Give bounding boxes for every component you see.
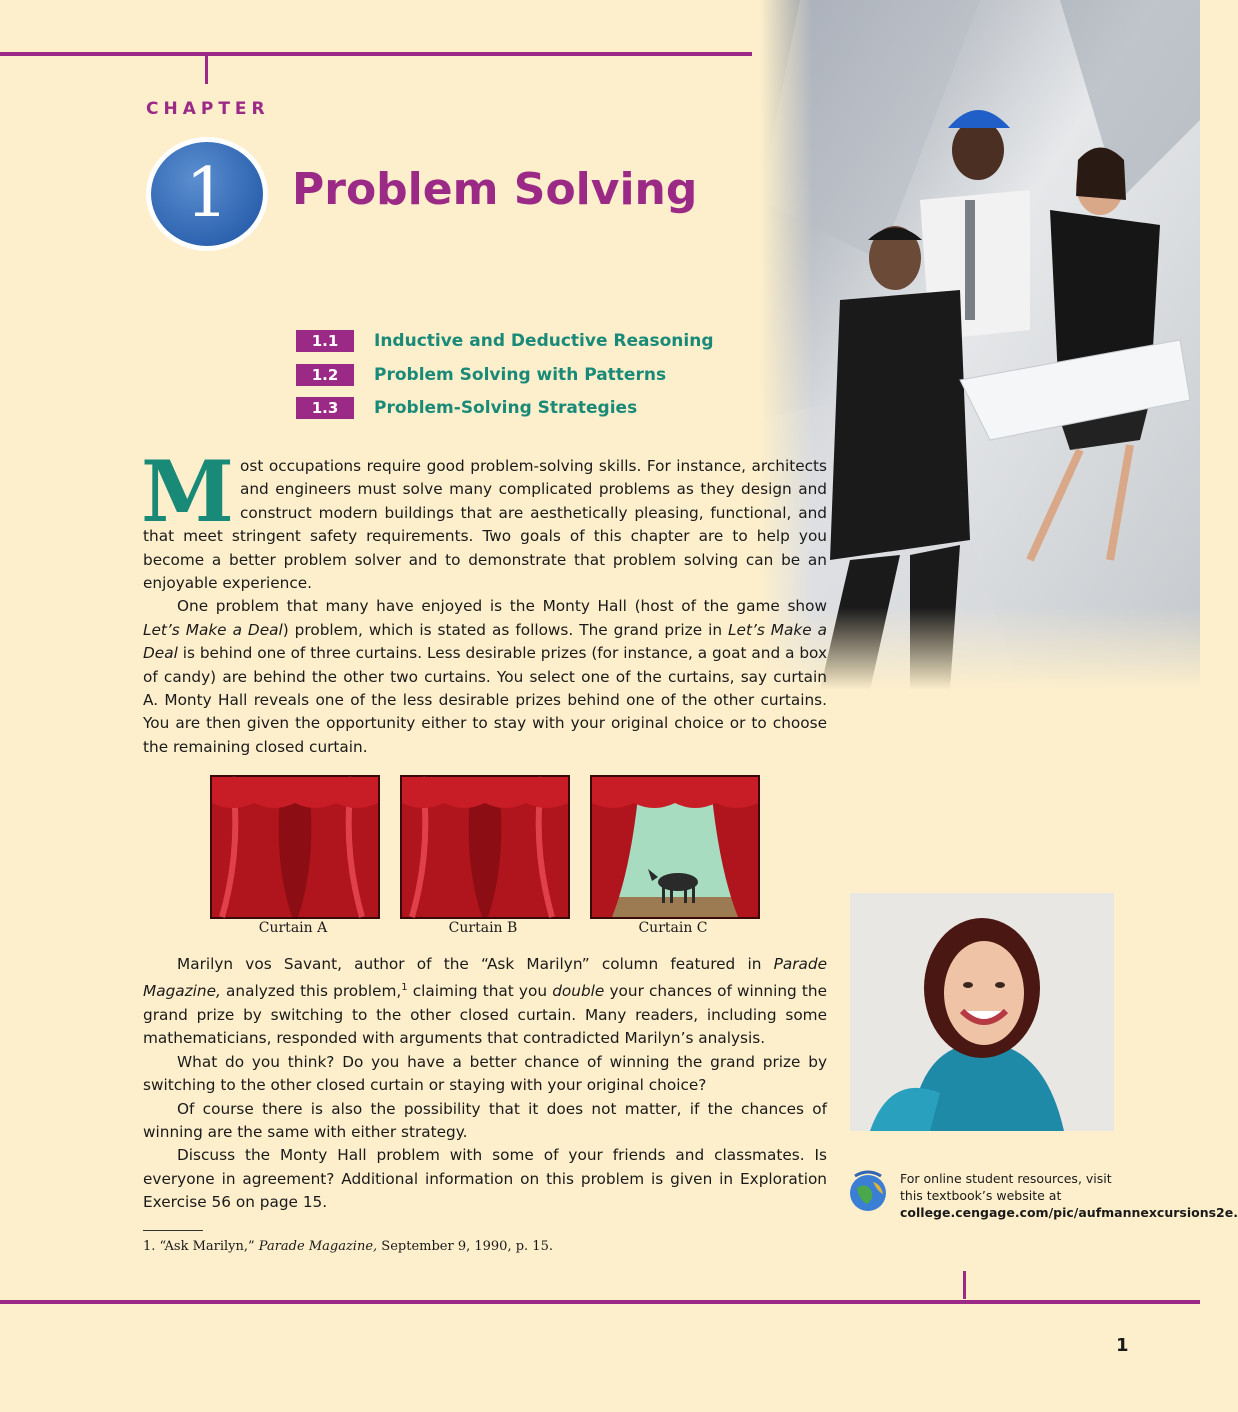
globe-icon[interactable] (845, 1168, 891, 1214)
curtain-b-label: Curtain B (448, 920, 518, 936)
chapter-title: Problem Solving (292, 164, 698, 215)
curtain-c-label: Curtain C (638, 920, 708, 936)
curtain-a-illustration (210, 775, 380, 919)
chapter-label: CHAPTER (146, 99, 270, 119)
text-span: September 9, 1990, p. 15. (377, 1239, 553, 1254)
text-span: claiming that you (407, 982, 553, 1001)
text-span: analyzed this problem, (220, 982, 402, 1001)
section-title: Problem-Solving Strategies (374, 398, 638, 418)
discuss-paragraph: Discuss the Monty Hall problem with some of your friends and classmates. Is everyone in agreement? Additional information on this problem is given in Exploration Exercise 56 on page 15. (143, 1146, 827, 1212)
page-number: 1 (1116, 1335, 1129, 1356)
curtain-c-illustration (590, 775, 760, 919)
show-title: Let’s Make a Deal (143, 620, 827, 663)
text-span: is behind one of three curtains. Less desirable prizes (for instance, a goat and a box of candy) are behind the other two curtains. You select one of the curtains, say curtain A. Monty Hall reveals one of the less desirable prizes behind one of the other curtains. You are then given the opportunity either to stay with your original choice or to choose the remaining closed curtain. (143, 644, 827, 756)
section-item[interactable] (296, 397, 637, 419)
top-rule (0, 52, 752, 56)
chapter-number-badge (146, 137, 268, 251)
bottom-tick (963, 1271, 966, 1299)
resource-text: For online student resources, visit this textbook’s website at (900, 1171, 1112, 1203)
footnote-ref[interactable]: 1 (401, 982, 408, 994)
chapter-number: 1 (151, 142, 263, 246)
marilyn-paragraph (143, 953, 827, 1051)
discussion-text (143, 953, 827, 1215)
text-span: ) problem, which is stated as follows. The grand prize in (282, 620, 729, 639)
intro-paragraph-text: ost occupations require good problem-solving skills. For instance, architects and engineers must solve many complicated problems as they design and construct modern buildings that are aesthetically pleasing, functional, and that meet stringent safety requirements. Two goals of this chapter are to help you become a better problem solver and to demonstrate that problem solving can be an enjoyable experience. (143, 457, 827, 593)
show-title: Let’s Make a Deal (143, 620, 283, 639)
section-number: 1.3 (296, 397, 354, 419)
question-paragraph: What do you think? Do you have a better chance of winning the grand prize by switching to the other closed curtain or staying with your original choice? (143, 1052, 827, 1095)
curtain-a-label: Curtain A (258, 920, 328, 936)
section-number: 1.2 (296, 364, 354, 386)
curtain-b-illustration (400, 775, 570, 919)
intro-text (141, 442, 827, 759)
text-span: 1. “Ask Marilyn,” (143, 1239, 259, 1254)
magazine-title: Parade Magazine, (143, 955, 827, 1001)
section-title: Problem Solving with Patterns (374, 365, 667, 385)
dropcap: M (141, 442, 234, 541)
text-span: Marilyn vos Savant, author of the “Ask Marilyn” column featured in (177, 955, 774, 973)
text-span: your chances of winning the grand prize by switching to the other closed curtain. Many readers, including some mathematicians, responded with arguments that contradicted Marilyn’s analysis. (143, 982, 827, 1048)
footnote-rule (143, 1230, 203, 1231)
text-span: One problem that many have enjoyed is the Monty Hall (host of the game show (177, 597, 827, 616)
emphasis: double (552, 982, 605, 1001)
possibility-paragraph: Of course there is also the possibility that it does not matter, if the chances of winning are the same with either strategy. (143, 1099, 827, 1141)
bottom-rule (0, 1300, 1200, 1304)
monty-hall-paragraph (143, 595, 827, 759)
section-item[interactable] (296, 330, 714, 352)
footnote (143, 1239, 553, 1254)
section-number: 1.1 (296, 330, 354, 352)
online-resources-note (900, 1170, 1238, 1221)
resource-url[interactable]: college.cengage.com/pic/aufmannexcursions2e. (900, 1205, 1238, 1220)
marilyn-photo (850, 893, 1114, 1131)
intro-paragraph (141, 442, 827, 595)
section-item[interactable] (296, 364, 666, 386)
magazine-title: Parade Magazine, (258, 1239, 378, 1254)
section-title: Inductive and Deductive Reasoning (374, 331, 714, 351)
top-tick (205, 56, 208, 84)
